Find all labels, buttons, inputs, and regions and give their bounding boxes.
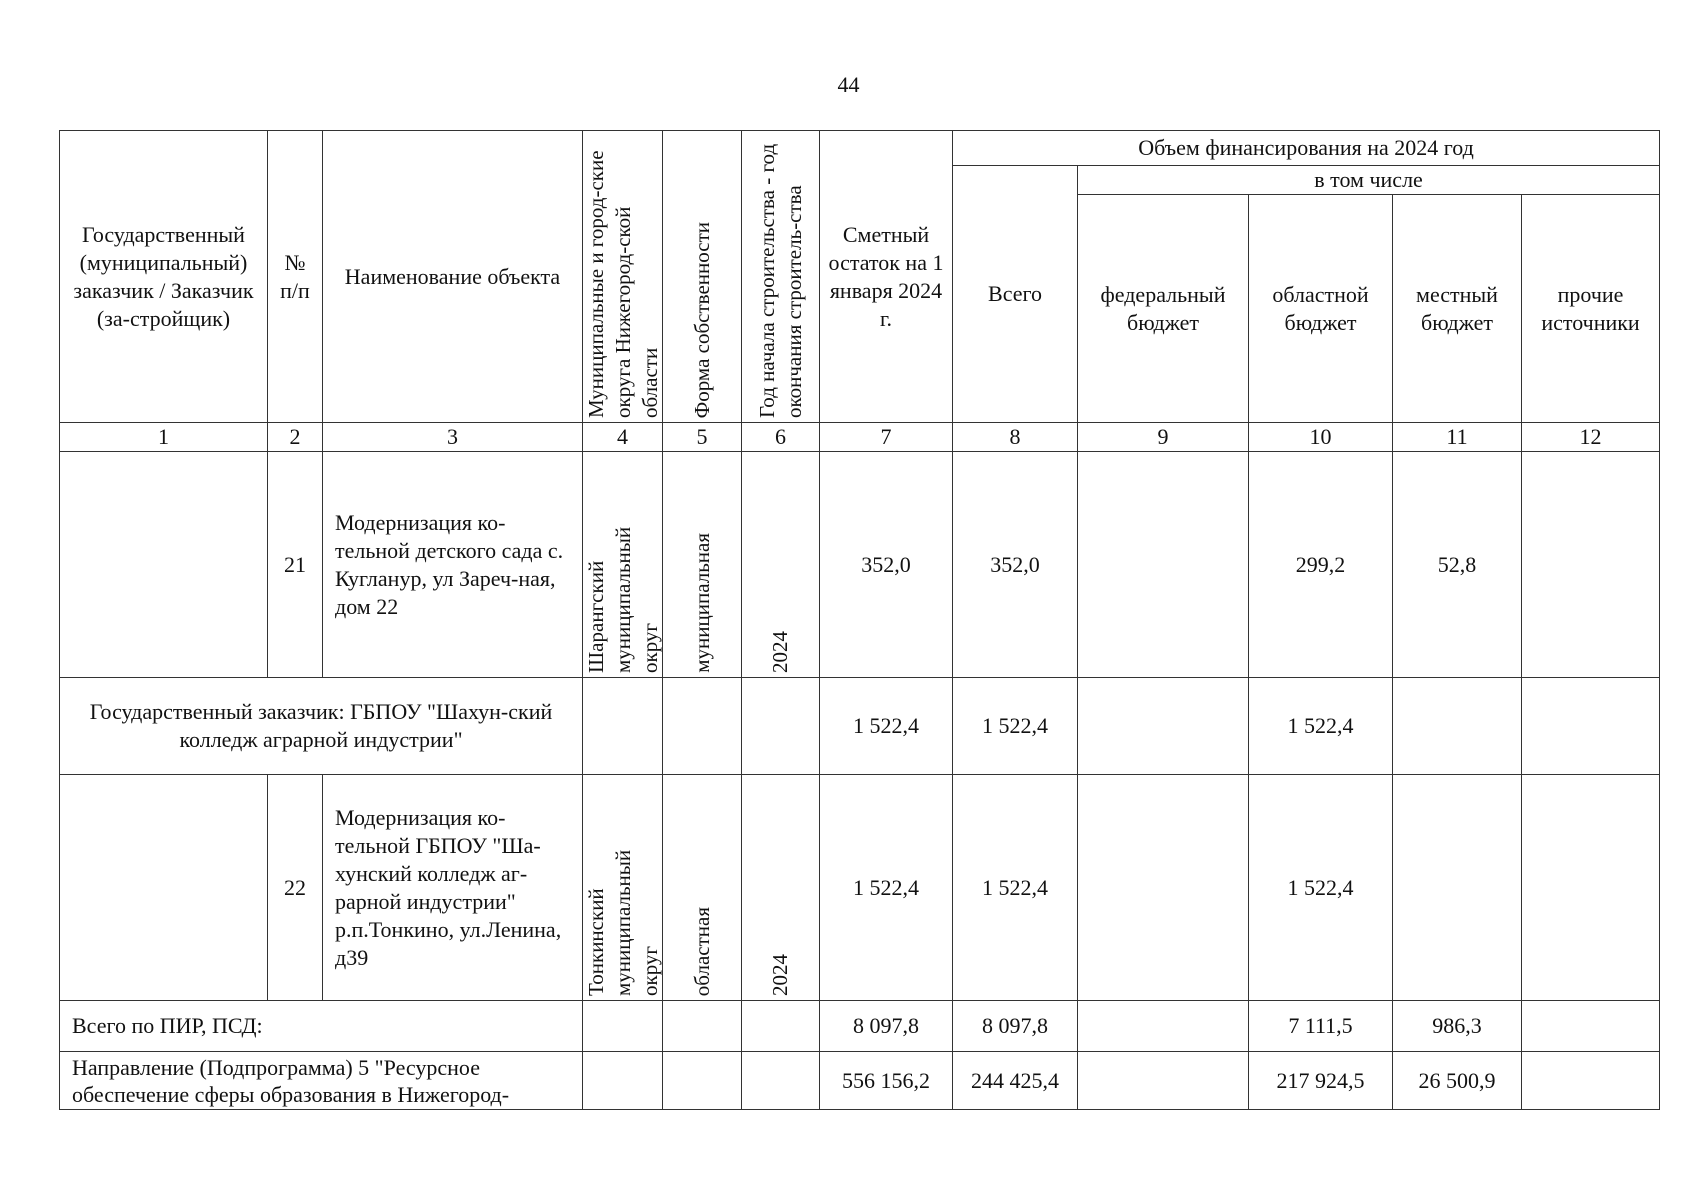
object-name: Модернизация ко-тельной детского сада с. Кугланур, ул Зареч-ная, дом 22 — [323, 452, 583, 678]
col-number: 4 — [583, 423, 663, 452]
federal — [1078, 775, 1249, 1001]
total-pir-row — [60, 1001, 1660, 1052]
object-name: Модернизация ко-тельной ГБПОУ "Ша-хунский колледж аг-рарной индустрии" р.п.Тонкино, ул.Ленина, д39 — [323, 775, 583, 1001]
header-ownership: Форма собственности — [663, 131, 742, 423]
total: 1 522,4 — [953, 678, 1078, 775]
col-number: 9 — [1078, 423, 1249, 452]
regional: 217 924,5 — [1249, 1052, 1393, 1110]
other — [1522, 775, 1660, 1001]
ownership: муниципальная — [663, 452, 742, 678]
regional: 1 522,4 — [1249, 678, 1393, 775]
header-customer: Государственный (муниципальный) заказчик / Заказчик (за-стройщик) — [60, 131, 268, 423]
balance: 1 522,4 — [820, 775, 953, 1001]
header-number: № п/п — [268, 131, 323, 423]
local: 26 500,9 — [1393, 1052, 1522, 1110]
header-including: в том числе — [1078, 166, 1660, 195]
header-funding-title: Объем финансирования на 2024 год — [953, 131, 1660, 166]
header-regional: областной бюджет — [1249, 195, 1393, 423]
row-number: 22 — [268, 775, 323, 1001]
row-number: 21 — [268, 452, 323, 678]
empty-cell — [742, 1052, 820, 1110]
empty-cell — [1393, 678, 1522, 775]
customer-row — [60, 678, 1660, 775]
empty-cell — [1522, 1052, 1660, 1110]
col-number: 1 — [60, 423, 268, 452]
col-number: 2 — [268, 423, 323, 452]
financing-table — [59, 130, 1660, 1110]
year: 2024 — [742, 452, 820, 678]
direction-row — [60, 1052, 1660, 1110]
local: 52,8 — [1393, 452, 1522, 678]
total-pir-label: Всего по ПИР, ПСД: — [60, 1001, 583, 1052]
header-object-name: Наименование объекта — [323, 131, 583, 423]
customer-label: Государственный заказчик: ГБПОУ "Шахун-ский колледж аграрной индустрии" — [60, 678, 583, 775]
empty-cell — [583, 1052, 663, 1110]
header-years: Год начала строительства - год окончания строитель-ства — [742, 131, 820, 423]
header-district: Муниципальные и город-ские округа Нижегород-ской области — [583, 131, 663, 423]
balance: 352,0 — [820, 452, 953, 678]
customer-cell — [60, 775, 268, 1001]
header-other: прочие источники — [1522, 195, 1660, 423]
empty-cell — [742, 1001, 820, 1052]
page-number: 44 — [837, 72, 860, 97]
header-total: Всего — [953, 166, 1078, 423]
col-number: 6 — [742, 423, 820, 452]
district: Шарангский муниципальный округ — [583, 452, 663, 678]
balance: 556 156,2 — [820, 1052, 953, 1110]
col-number: 10 — [1249, 423, 1393, 452]
column-number-row — [60, 423, 1660, 452]
total: 1 522,4 — [953, 775, 1078, 1001]
customer-cell — [60, 452, 268, 678]
balance: 8 097,8 — [820, 1001, 953, 1052]
regional: 7 111,5 — [1249, 1001, 1393, 1052]
ownership: областная — [663, 775, 742, 1001]
col-number: 5 — [663, 423, 742, 452]
direction-label: Направление (Подпрограмма) 5 "Ресурсное обеспечение сферы образования в Нижегород- — [60, 1052, 583, 1110]
local — [1393, 775, 1522, 1001]
other — [1522, 452, 1660, 678]
col-number: 8 — [953, 423, 1078, 452]
table-row — [60, 775, 1660, 1001]
balance: 1 522,4 — [820, 678, 953, 775]
empty-cell — [1078, 1052, 1249, 1110]
district: Тонкинский муниципальный округ — [583, 775, 663, 1001]
year: 2024 — [742, 775, 820, 1001]
col-number: 3 — [323, 423, 583, 452]
header-federal: федеральный бюджет — [1078, 195, 1249, 423]
empty-cell — [583, 678, 663, 775]
empty-cell — [1522, 678, 1660, 775]
empty-cell — [663, 1001, 742, 1052]
empty-cell — [663, 678, 742, 775]
empty-cell — [1078, 678, 1249, 775]
total: 352,0 — [953, 452, 1078, 678]
header-balance: Сметный остаток на 1 января 2024 г. — [820, 131, 953, 423]
empty-cell — [1078, 1001, 1249, 1052]
table-row — [60, 452, 1660, 678]
regional: 299,2 — [1249, 452, 1393, 678]
header-local: местный бюджет — [1393, 195, 1522, 423]
total: 244 425,4 — [953, 1052, 1078, 1110]
local: 986,3 — [1393, 1001, 1522, 1052]
empty-cell — [663, 1052, 742, 1110]
col-number: 11 — [1393, 423, 1522, 452]
empty-cell — [1522, 1001, 1660, 1052]
col-number: 7 — [820, 423, 953, 452]
empty-cell — [742, 678, 820, 775]
empty-cell — [583, 1001, 663, 1052]
regional: 1 522,4 — [1249, 775, 1393, 1001]
col-number: 12 — [1522, 423, 1660, 452]
total: 8 097,8 — [953, 1001, 1078, 1052]
federal — [1078, 452, 1249, 678]
